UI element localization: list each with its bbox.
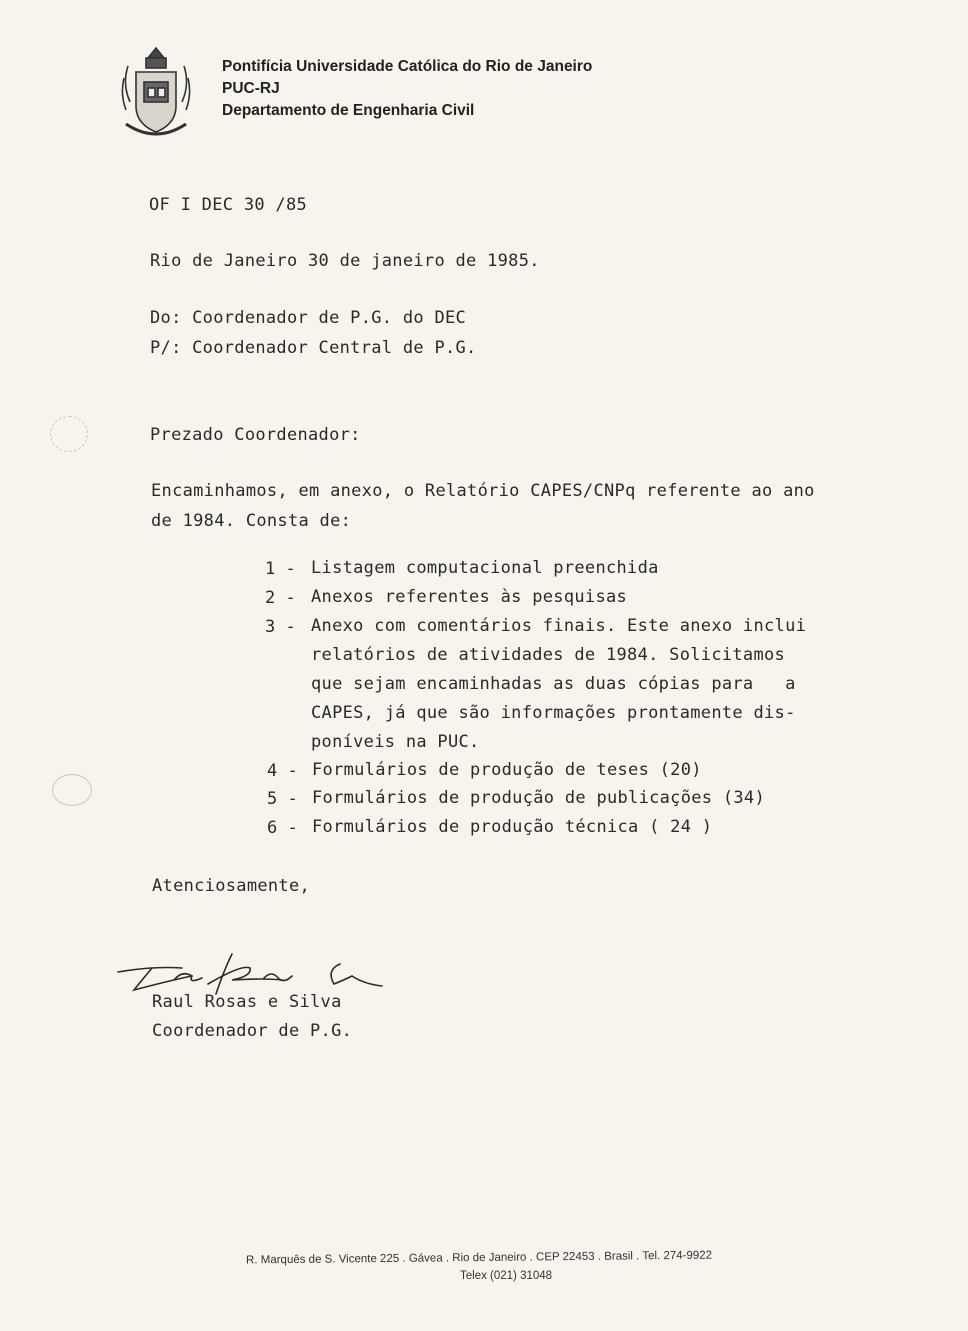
body-line: de 1984. Consta de: [151,511,352,531]
closing: Atenciosamente, [152,876,311,896]
signer-title: Coordenador de P.G. [152,1021,353,1041]
university-crest-logo [118,44,194,144]
letter-date: Rio de Janeiro 30 de janeiro de 1985. [150,251,540,271]
list-item-text: CAPES, já que são informações prontamente dis- [311,703,796,723]
list-item-text: que sejam encaminhadas as duas cópias para a [311,674,796,694]
university-name: Pontifícia Universidade Católica do Rio de Janeiro [222,58,593,75]
list-item-text: Formulários de produção de publicações (34) [312,788,765,808]
reference-number: OF I DEC 30 /85 [149,195,308,215]
punch-hole [50,416,88,452]
recipient-line: P/: Coordenador Central de P.G. [150,338,477,358]
list-item-text: Formulários de produção de teses (20) [312,760,702,780]
sender-line: Do: Coordenador de P.G. do DEC [150,308,467,328]
footer-address: R. Marquês de S. Vicente 225 . Gávea . Rio de Janeiro . CEP 22453 . Brasil . Tel. 274-9922 [245,1249,713,1267]
university-acronym: PUC-RJ [222,80,280,97]
punch-hole [52,774,92,806]
footer-telex: Telex (021) 31048 [460,1270,553,1282]
list-item-text: Anexo com comentários finais. Este anexo inclui [311,616,807,636]
list-item-number: 4 - [267,761,298,781]
body-line: Encaminhamos, em anexo, o Relatório CAPES/CNPq referente ao ano [151,481,815,501]
signer-name: Raul Rosas e Silva [152,992,342,1012]
list-item-text: Formulários de produção técnica ( 24 ) [312,817,713,837]
list-item-number: 5 - [267,789,298,809]
list-item-text: Anexos referentes às pesquisas [311,587,628,607]
letterhead [222,56,592,122]
list-item-number: 6 - [267,818,298,838]
list-item-text: relatórios de atividades de 1984. Solicitamos [311,645,786,665]
list-item-number: 2 - [265,588,296,608]
list-item-number: 3 - [265,617,296,637]
department-name: Departamento de Engenharia Civil [222,102,475,119]
list-item-text: Listagem computacional preenchida [311,558,659,578]
list-item-number: 1 - [265,559,296,579]
salutation: Prezado Coordenador: [150,425,361,445]
list-item-text: poníveis na PUC. [311,732,480,752]
